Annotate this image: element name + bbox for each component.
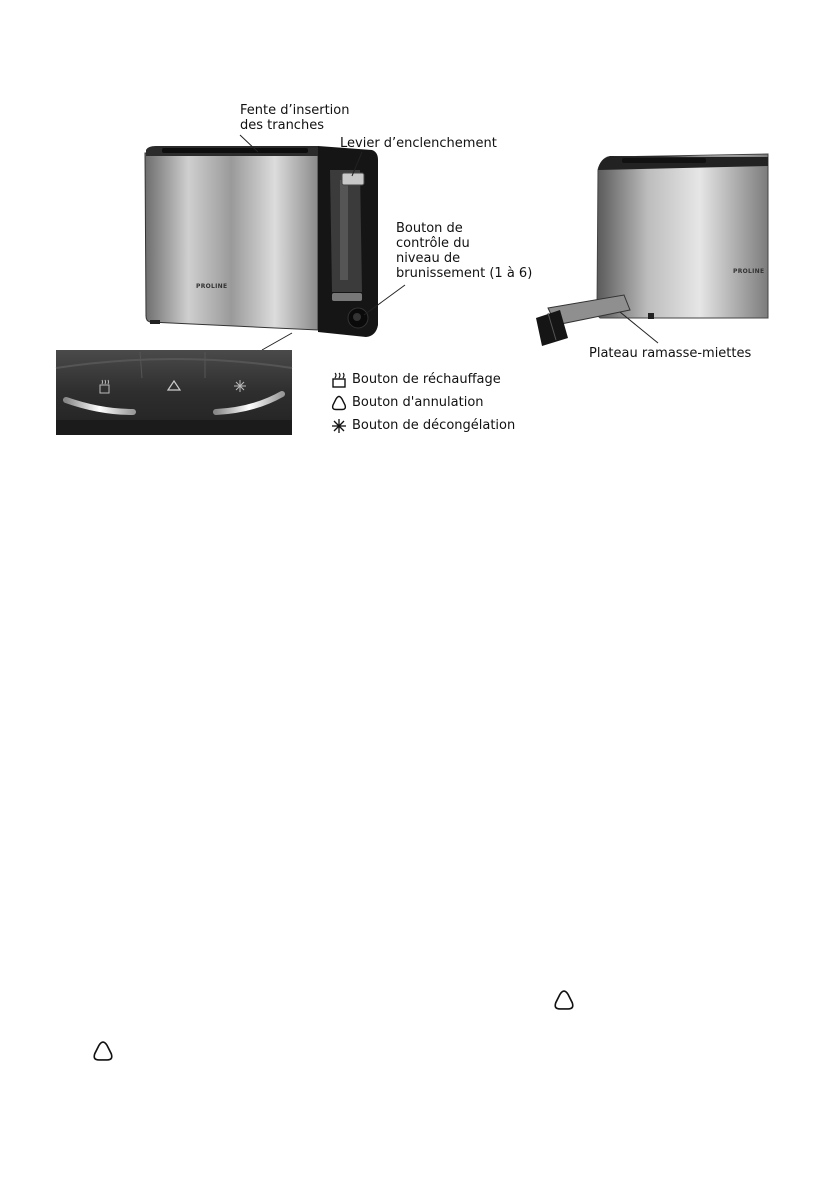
legend-cancel — [331, 395, 484, 411]
brand-logo-front: PROLINE — [196, 283, 228, 290]
cancel-icon — [553, 989, 575, 1011]
browning-knob-label: Bouton de contrôle du niveau de brunissement (1 à 6) — [396, 221, 533, 281]
lever-label: Levier d’enclenchement — [340, 136, 497, 151]
reheat-icon — [331, 372, 347, 388]
toaster-side-illustration — [536, 154, 768, 346]
brand-logo-side: PROLINE — [733, 268, 765, 275]
slot-label: Fente d’insertion des tranches — [240, 103, 350, 133]
defrost-icon — [331, 418, 347, 434]
cancel-icon — [92, 1040, 114, 1062]
control-panel-closeup — [56, 350, 292, 435]
legend-defrost-text: Bouton de décongélation — [352, 418, 516, 433]
crumb-tray-label: Plateau ramasse-miettes — [589, 346, 752, 361]
legend-reheat-text: Bouton de réchauffage — [352, 372, 501, 387]
legend-defrost — [331, 418, 515, 434]
cancel-icon — [331, 395, 347, 411]
legend-cancel-text: Bouton d'annulation — [352, 395, 484, 410]
panel-leader-line — [262, 333, 292, 350]
legend-reheat — [331, 372, 501, 388]
cut-off-text-fragment — [0, 1186, 400, 1192]
toaster-body — [145, 146, 378, 337]
